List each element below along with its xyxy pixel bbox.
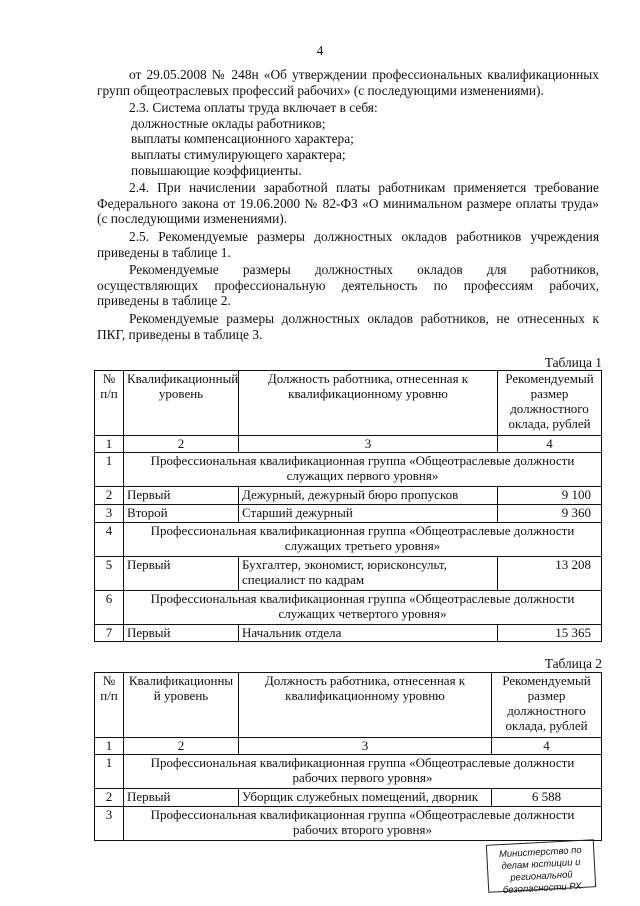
group-title: Профессиональная квалификационная группа «Общеотраслевые должности служащих первого уровня» [124, 453, 602, 487]
row-number: 3 [95, 505, 124, 523]
column-number: 3 [239, 436, 498, 453]
table-row [95, 625, 602, 642]
header-cell: Рекомендуемый размер должностного оклада, рублей [492, 673, 602, 738]
salary-cell: 15 365 [498, 625, 602, 642]
paragraph: от 29.05.2008 № 248н «Об утверждении профессиональных квалификационных групп общеотраслевых профессий рабочих» (с последующими изменениями). [97, 67, 599, 98]
table-header-row [95, 371, 602, 436]
row-number: 1 [95, 453, 124, 487]
salary-cell: 13 208 [498, 557, 602, 591]
header-cell: Должность работника, отнесенная к квалификационному уровню [239, 371, 498, 436]
position-cell: Начальник отдела [239, 625, 498, 642]
table-row [95, 487, 602, 505]
level-cell: Первый [124, 789, 239, 807]
position-cell: Уборщик служебных помещений, дворник [239, 789, 492, 807]
row-number: 5 [95, 557, 124, 591]
column-number: 1 [95, 436, 124, 453]
paragraph: 2.3. Система оплаты труда включает в себя: [129, 100, 378, 116]
group-title: Профессиональная квалификационная группа «Общеотраслевые должности служащих четвертого уровня» [124, 591, 602, 625]
header-cell: № п/п [95, 371, 124, 436]
paragraph: 2.4. При начислении заработной платы работникам применяется требование Федерального закона от 19.06.2000 № 82-ФЗ «О минимальном размере оплаты труда» (с последующими изменениями). [97, 180, 599, 227]
table-row [95, 789, 602, 807]
list-item: повышающие коэффициенты. [131, 162, 302, 178]
header-cell: Рекомендуемый размер должностного оклада, рублей [498, 371, 602, 436]
group-title: Профессиональная квалификационная группа «Общеотраслевые должности рабочих второго уровня» [124, 807, 602, 841]
row-number: 3 [95, 807, 124, 841]
column-number: 1 [95, 738, 124, 755]
column-number: 2 [124, 436, 239, 453]
page-number: 4 [316, 43, 324, 58]
table-row [95, 453, 602, 487]
column-number: 4 [492, 738, 602, 755]
header-cell: Квалификационный уровень [124, 371, 239, 436]
header-cell: № п/п [95, 673, 124, 738]
group-title: Профессиональная квалификационная группа «Общеотраслевые должности рабочих первого уровня» [124, 755, 602, 789]
paragraph: Рекомендуемые размеры должностных окладов для работников, осуществляющих профессиональную деятельность по профессиям рабочих, приведены в таблице 2. [97, 262, 599, 309]
row-number: 2 [95, 487, 124, 505]
body-text [97, 67, 599, 342]
header-cell: Квалификационны й уровень [124, 673, 239, 738]
level-cell: Первый [124, 625, 239, 642]
table1-caption: Таблица 1 [544, 355, 602, 370]
group-title: Профессиональная квалификационная группа «Общеотраслевые должности служащих третьего уровня» [124, 523, 602, 557]
table2-caption: Таблица 2 [544, 656, 602, 671]
list-item: выплаты компенсационного характера; [131, 131, 354, 147]
table-row [95, 505, 602, 523]
list-item: должностные оклады работников; [131, 115, 326, 131]
row-number: 6 [95, 591, 124, 625]
salary-cell: 6 588 [492, 789, 602, 807]
row-number: 2 [95, 789, 124, 807]
row-number: 4 [95, 523, 124, 557]
table-row [95, 436, 602, 453]
level-cell: Второй [124, 505, 239, 523]
table-row [95, 591, 602, 625]
salary-cell: 9 100 [498, 487, 602, 505]
paragraph: 2.5. Рекомендуемые размеры должностных окладов работников учреждения приведены в таблице 1. [97, 228, 599, 260]
position-cell: Дежурный, дежурный бюро пропусков [239, 487, 498, 505]
row-number: 7 [95, 625, 124, 642]
paragraph: Рекомендуемые размеры должностных окладов работников, не отнесенных к ПКГ, приведены в таблице 3. [97, 310, 599, 342]
list-item: выплаты стимулирующего характера; [131, 146, 346, 162]
table2 [94, 672, 602, 841]
table-row [95, 523, 602, 557]
salary-cell: 9 360 [498, 505, 602, 523]
table-row [95, 557, 602, 591]
position-cell: Старший дежурный [239, 505, 498, 523]
level-cell: Первый [124, 487, 239, 505]
level-cell: Первый [124, 557, 239, 591]
row-number: 1 [95, 755, 124, 789]
column-number: 2 [124, 738, 239, 755]
table1 [94, 370, 602, 642]
table-row [95, 738, 602, 755]
ministry-stamp: Министерство по делам юстиции и региональной безопасности РХ [486, 839, 596, 893]
table-row [95, 807, 602, 841]
table-row [95, 755, 602, 789]
position-cell: Бухгалтер, экономист, юрисконсульт, специалист по кадрам [239, 557, 498, 591]
table-header-row [95, 673, 602, 738]
column-number: 4 [498, 436, 602, 453]
header-cell: Должность работника, отнесенная к квалификационному уровню [239, 673, 492, 738]
column-number: 3 [239, 738, 492, 755]
